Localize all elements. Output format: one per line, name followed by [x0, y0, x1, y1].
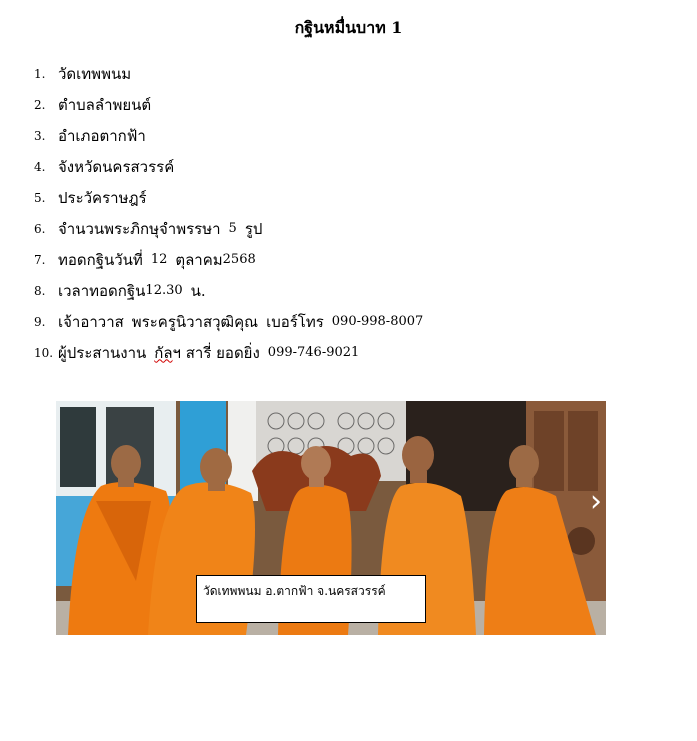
monk-count-unit: รูป	[244, 219, 263, 238]
district: อำเภอตากฟ้า	[58, 126, 146, 145]
item-number: 5.	[34, 190, 46, 205]
item-number: 2.	[34, 97, 46, 112]
list-item-kathin-time	[34, 275, 674, 306]
item-number: 8.	[34, 283, 46, 298]
item-number: 6.	[34, 221, 46, 236]
coordinator-name: ฯ สารี่ ยอดยิ่ง	[172, 343, 260, 362]
info-list	[34, 58, 674, 368]
item-number: 3.	[34, 128, 46, 143]
monk-count-label: จำนวนพระภิกษุจำพรรษา	[58, 219, 221, 238]
item-number: 10.	[34, 345, 54, 360]
kathin-time-label: เวลาทอดกฐิน	[58, 281, 146, 300]
history-label: ประวัคราษฎร์	[58, 188, 147, 207]
coordinator-label: ผู้ประสานงาน	[58, 343, 147, 362]
kathin-day: 12	[150, 252, 168, 267]
list-item-coordinator	[34, 337, 674, 368]
list-item-temple	[34, 58, 674, 89]
kathin-year: 2568	[222, 252, 256, 267]
list-item-abbot	[34, 306, 674, 337]
monks-photo	[56, 401, 606, 635]
monk-count-value: 5	[228, 221, 237, 236]
temple-name: วัดเทพพนม	[58, 64, 132, 83]
kathin-time-unit: น.	[190, 281, 206, 300]
item-number: 1.	[34, 66, 46, 81]
abbot-name: พระครูนิวาสวุฒิคุณ	[131, 312, 259, 331]
item-number: 4.	[34, 159, 46, 174]
subdistrict: ตำบลลำพยนต์	[58, 95, 152, 114]
chevron-right-icon[interactable]: ›	[590, 484, 602, 519]
province: จังหวัดนครสวรรค์	[58, 157, 175, 176]
list-item-kathin-date	[34, 244, 674, 275]
item-number: 7.	[34, 252, 46, 267]
abbot-label: เจ้าอาวาส	[58, 312, 124, 331]
abbot-phone: 090-998-8007	[331, 314, 424, 329]
kathin-date-label: ทอดกฐินวันที่	[58, 250, 143, 269]
item-number: 9.	[34, 314, 46, 329]
kathin-time-value: 12.30	[145, 283, 183, 298]
list-item-monk-count	[34, 213, 674, 244]
document-title: กฐินหมื่นบาท 1	[294, 18, 403, 37]
abbot-phone-label: เบอร์โทร	[266, 312, 324, 331]
coordinator-title: กัล	[154, 343, 173, 362]
list-item-province	[34, 151, 674, 182]
list-item-district	[34, 120, 674, 151]
kathin-month: ตุลาคม	[175, 250, 223, 269]
list-item-history	[34, 182, 674, 213]
photo-caption: วัดเทพพนม อ.ตากฟ้า จ.นครสวรรค์	[196, 575, 426, 623]
list-item-subdistrict	[34, 89, 674, 120]
coordinator-phone: 099-746-9021	[267, 345, 360, 360]
